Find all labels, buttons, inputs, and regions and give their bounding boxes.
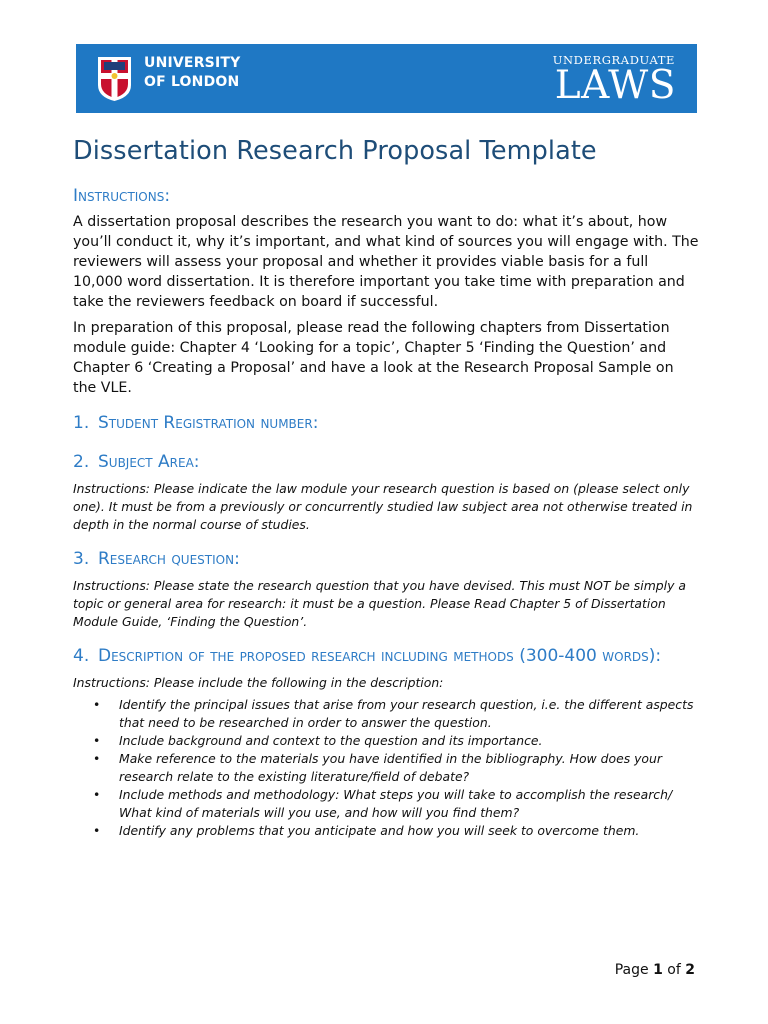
list-item (73, 732, 699, 750)
bullet-text: Make reference to the materials you have identified in the bibliography. How does your research relate to the existing literature/field of debate? (119, 751, 662, 784)
section-number: 2. (73, 452, 90, 472)
section-heading-registration (73, 410, 699, 437)
section-number: 3. (73, 549, 90, 569)
list-item (73, 786, 699, 822)
section-instruction: Instructions: Please indicate the law module your research question is based on (please select only one). It must be from a previously or concurrently studied law subject area not otherwise treated in depth in the normal course of studies. (73, 481, 693, 532)
header-banner (76, 44, 697, 113)
page-label: Page (614, 962, 649, 978)
university-name-line1: UNIVERSITY (144, 55, 241, 71)
instructions-heading: Instructions: (73, 186, 171, 206)
section-title: Subject Area: (98, 452, 200, 472)
bullet-icon: • (93, 787, 101, 802)
bullet-text: Identify any problems that you anticipate and how you will seek to overcome them. (119, 823, 640, 838)
bullet-text: Identify the principal issues that arise from your research question, i.e. the different aspects that need to be researched in order to answer the question. (119, 697, 694, 730)
section-instruction: Instructions: Please include the following in the description: (73, 675, 444, 690)
section-number: 1. (73, 413, 90, 433)
bullet-text: Include background and context to the question and its importance. (119, 733, 543, 748)
section-title: Student Registration number: (98, 413, 319, 433)
document-title: Dissertation Research Proposal Template (73, 136, 597, 166)
document-body (73, 136, 699, 840)
page-of-label: of (667, 962, 681, 978)
list-item (73, 750, 699, 786)
page-total: 2 (685, 962, 695, 978)
bullet-icon: • (93, 823, 101, 838)
list-item (73, 696, 699, 732)
section-instruction: Instructions: Please state the research question that you have devised. This must NOT be simply a topic or general area for research: it must be a question. Please Read Chapter 5 of Dissertation Module Guide, ‘Finding the Question’. (73, 578, 686, 629)
section-number: 4. (73, 646, 90, 666)
instructions-paragraph: A dissertation proposal describes the research you want to do: what it’s about, how you’ll conduct it, why it’s important, and what kind of sources you will engage with. The reviewers will assess your proposal and whether it provides viable basis for a full 10,000 word dissertation. It is therefore important you take time with preparation and take the reviewers feedback on board if successful. (73, 214, 699, 310)
section-heading-description (73, 643, 699, 670)
page-number (615, 962, 695, 978)
section-heading-research-question (73, 546, 699, 573)
list-item (73, 822, 699, 840)
page-current: 1 (653, 962, 663, 978)
bullet-text: Include methods and methodology: What steps you will take to accomplish the research/ What kind of materials will you use, and how will you find them? (119, 787, 673, 820)
description-bullet-list (73, 696, 699, 840)
section-title: Description of the proposed research including methods (300-400 words): (98, 646, 662, 666)
university-crest-icon (96, 55, 133, 103)
bullet-icon: • (93, 733, 101, 748)
section-title: Research question: (98, 549, 240, 569)
university-name-line2: OF LONDON (144, 74, 240, 90)
instructions-paragraph: In preparation of this proposal, please read the following chapters from Dissertation module guide: Chapter 4 ‘Looking for a topic’, Chapter 5 ‘Finding the Question’ and Chapter 6 ‘Creating a Proposal’ and have a look at the Research Proposal Sample on the VLE. (73, 320, 674, 396)
programme-label-large: LAWS (554, 63, 676, 108)
bullet-icon: • (93, 697, 101, 712)
section-heading-subject-area (73, 449, 699, 476)
bullet-icon: • (93, 751, 101, 766)
programme-label-small: UNDERGRADUATE (552, 53, 675, 67)
